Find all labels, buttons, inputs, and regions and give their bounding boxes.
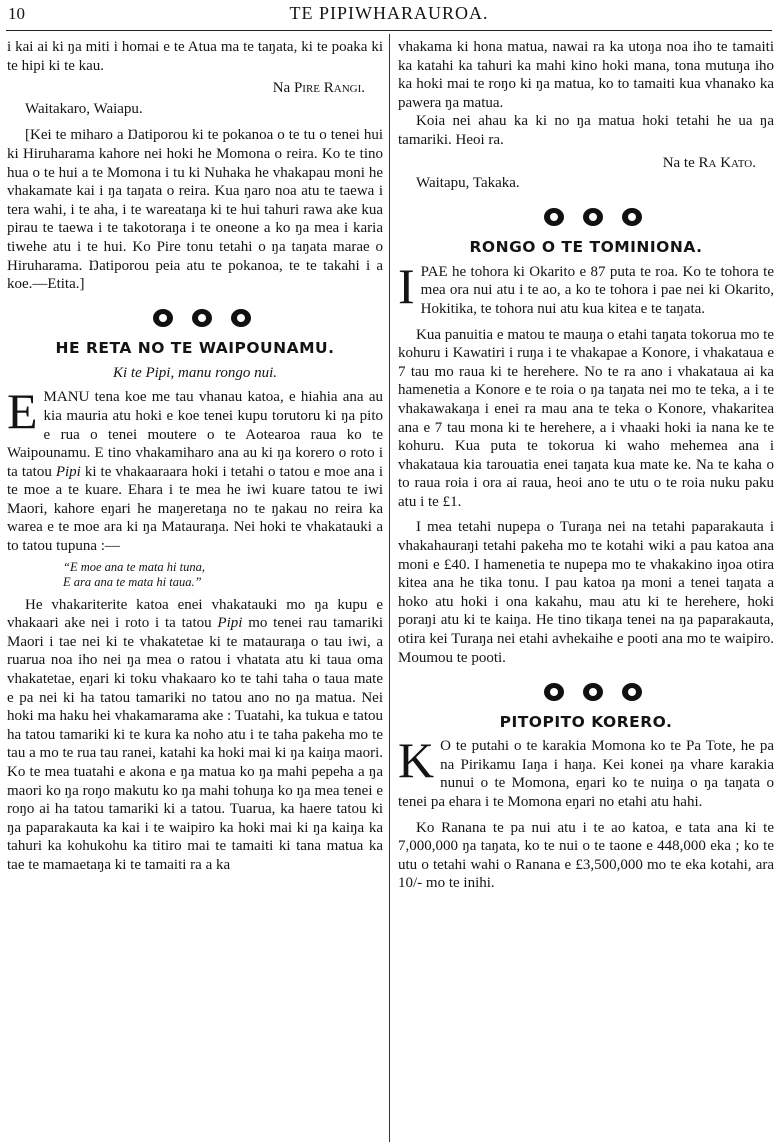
- paragraph: EMANU tena koe me tau vhanau katoa, e hiahia ana au kia mauria atu hoki e koe tenei kupu torutoru ki ŋa pito e rua o tenei moutere o te Aotearoa raua ko te Waipounamu. E tino vhakamiharo ana au ki ŋa korero o roto i ta tatou Pipi ki te vhakaaraara hoki i tetahi o tatou e moe ana i te moe a te kuare. Ehara i te mea he iwi kuare tatou te iwi Maori, kahore eŋari he maŋeretaŋa no te ŋakau no reira ka warea e te moe ara ki ŋa Matauraŋa. Nei hoki te vhakatauki a to tatou tupuna :—: [7, 383, 383, 555]
- left-column: [7, 38, 383, 1142]
- paragraph: He vhakariterite katoa enei vhakatauki mo ŋa kupu e vhakaari ake nei i roto i ta tatou Pipi mo tenei rau tamariki Maori i tae nei ki te vhakatetae ki te matauraŋa o tau iwi, a ruarua noa iho nei ŋa mea o ratou i vhatata atu ki taua oma vhakatetae, eŋari ki toku vhakaaro ko te tahi taha o taua mate e pa nei ki ha tatou tamariki no tatou ano no ŋa matua. Nei hoki ma haku hei vhakamarama ake : Tuatahi, ka tukua e tatou ha tatou tamariki ki te kura ka noho atu i te taha pakeha mo te tau a mo te rua tau ranei, katahi ka hoki mai ki ŋa kaiŋa maori. Ko te mea tuatahi e akona e ŋa matua ko ŋa mahi pepeha a ŋa maori ko ŋa roŋo makutu ko ŋa mahi tohuŋa ko ŋa mea tenei e roŋo ai ha tatou tamariki ki a tatou. Tuarua, ka haere tatou ki ŋa paparakauta ka kai i te waipiro ka hoki mai ki ŋa kaiŋa ka tahuri ka kohukohu ka titiro mai te tamaiti ki tana matua ka tae te mamaetaŋa ki te tamaiti ra a ka: [7, 596, 383, 873]
- editor-note: [Kei te miharo a Ŋatiporou ki te pokanoa o te tu o tenei hui ki Hiruharama kahore nei hoki he Momona o reira. Ko te tino hua o te hui a te Momona i tu ki Nuhaka he vhakapau moni he vhakamate kai i ŋa taŋata o reira. Kua ŋaro noa atu te taewa i tera wahi, i te aha, i te wareataŋa ki te hui tahuri rawa ake kua pirau te taewa i te takotoraŋa i te oneone a ko ŋa mea i karia tiwehe atu i te hui. Ko Pire tonu tetahi o ŋa taŋata marae o Hiruharama. Ŋatiporou peia atu te pokanoa, te te takahi i a koe.—Etita.]: [7, 127, 383, 293]
- drop-cap: K: [398, 732, 435, 789]
- signature: Na Pire Rangi.: [272, 80, 365, 97]
- proverb-quote: “E moe ana te mata hi tuna, E ara ana te mata hi taua.”: [63, 559, 206, 589]
- flower-ornament-icon: [192, 309, 212, 327]
- flower-ornament-icon: [622, 208, 642, 226]
- ornament-row: [7, 308, 383, 327]
- flower-ornament-icon: [544, 208, 564, 226]
- flower-ornament-icon: [231, 309, 251, 327]
- article-heading: HE RETA NO TE WAIPOUNAMU.: [55, 339, 335, 358]
- paragraph: Kua panuitia e matou te mauŋa o etahi taŋata tokorua mo te kohuru i Kawatiri i ruŋa i te vhakapae a Konore, i vhakataua e 7 tau mo raua ki te herehere. No te ra ano i vhakataua ai ka hamenetia a Konore e te roia o ŋa taŋata nei mo te teka, a i te vhakawakaŋa i enei ra mau ana te teka o Konore, vhakaritea ana e 7 tau mona ki te herehere, a i vhaaki hoki ia nana ke te kohuru. Kua puta te tokorua ki waho mehemea ana i vhakataua kia tarouatia enei taŋata kua mate ke. Na te kaha o to raua roia i ora ai raua, heoi ano te utu o te roia nuku paku atu i te £1.: [398, 326, 774, 510]
- flower-ornament-icon: [153, 309, 173, 327]
- flower-ornament-icon: [583, 683, 603, 701]
- article-heading: RONGO O TE TOMINIONA.: [469, 238, 703, 257]
- paragraph: Ko Ranana te pa nui atu i te ao katoa, e tata ana ki te 7,000,000 ŋa taŋata, ko te nui o te taone e 448,000 eka ; ko te utu o tetahi wahi o Ranana e £3,500,000 mo te eka kotahi, ara 10/- mo te inihi.: [398, 819, 774, 892]
- paragraph: Koia nei ahau ka ki no ŋa matua hoki tetahi he ua ŋa tamariki. Heoi ra.: [398, 113, 774, 148]
- article-heading: PITOPITO KORERO.: [499, 712, 673, 731]
- drop-cap: I: [398, 257, 415, 314]
- paragraph: K O te putahi o te karakia Momona ko te Pa Tote, he pa na Pirikamu Iaŋa i haŋa. Kei konei ŋa vhare karakia nunui o te Momona, eŋari ko te nuiŋa o ŋa taŋata o tenei pa ehara i te Momona eŋari no etahi atu hahi.: [398, 732, 774, 810]
- column-divider: [389, 34, 390, 1142]
- page-number: 10: [8, 4, 25, 23]
- place-line: Waitapu, Takaka.: [416, 175, 520, 192]
- ornament-row: [398, 207, 774, 226]
- paragraph: vhakama ki hona matua, nawai ra ka utoŋa noa iho te tamaiti ka katahi ka tahuri ka mahi kino hoki mana, tona mutuŋa iho ka hoki mai te roŋo ki ŋa matua, ko to tamaiti kua vhanako ka pawera ŋa matua.: [398, 39, 774, 111]
- flower-ornament-icon: [622, 683, 642, 701]
- flower-ornament-icon: [583, 208, 603, 226]
- flower-ornament-icon: [544, 683, 564, 701]
- signature: Na te Ra Kato.: [662, 154, 756, 171]
- drop-cap: E: [7, 383, 38, 440]
- paragraph: i kai ai ki ŋa miti i homai e te Atua ma te taŋata, ki te poaka ki te hipi ki te kau.: [7, 39, 383, 74]
- ornament-row: [398, 681, 774, 700]
- paragraph: I mea tetahi nupepa o Turaŋa nei na tetahi paparakauta i vhakahauraŋi tetahi pakeha mo te kotahi wiki a pau katoa ana moni e £40. I hamenetia te nupepa mo te vhakakino iŋoa otira kitea ana he tika tonu. I pau katoa ŋa moni a tenei taŋata a hoko atu hoki i ona kakahu, mau atu ki te herehere, hoki poraŋi atu ki te kaiŋa. He tino tikaŋa tenei na ŋa paparakauta, otira kei Turaŋa nei etahi avhekaihe e pooti ana mo te waipiro. Moumou te pooti.: [398, 519, 774, 666]
- dateline: Ki te Pipi, manu rongo nui.: [112, 364, 278, 381]
- paragraph: IPAE he tohora ki Okarito e 87 puta te roa. Ko te tohora te mea ora nui atu i te ao, a ko te tohora i pae nei ki Okarito, Hokitika, te tohora nui atu kua kitea e te taŋata.: [398, 257, 774, 317]
- signature-name: Pire Rangi: [293, 80, 362, 97]
- signature-name: Ra Kato: [698, 154, 753, 171]
- page-header: [6, 0, 772, 31]
- running-title: TE PIPIWHARAUROA.: [289, 3, 489, 23]
- place-line: Waitakaro, Waiapu.: [25, 100, 143, 117]
- right-column: [398, 38, 774, 1142]
